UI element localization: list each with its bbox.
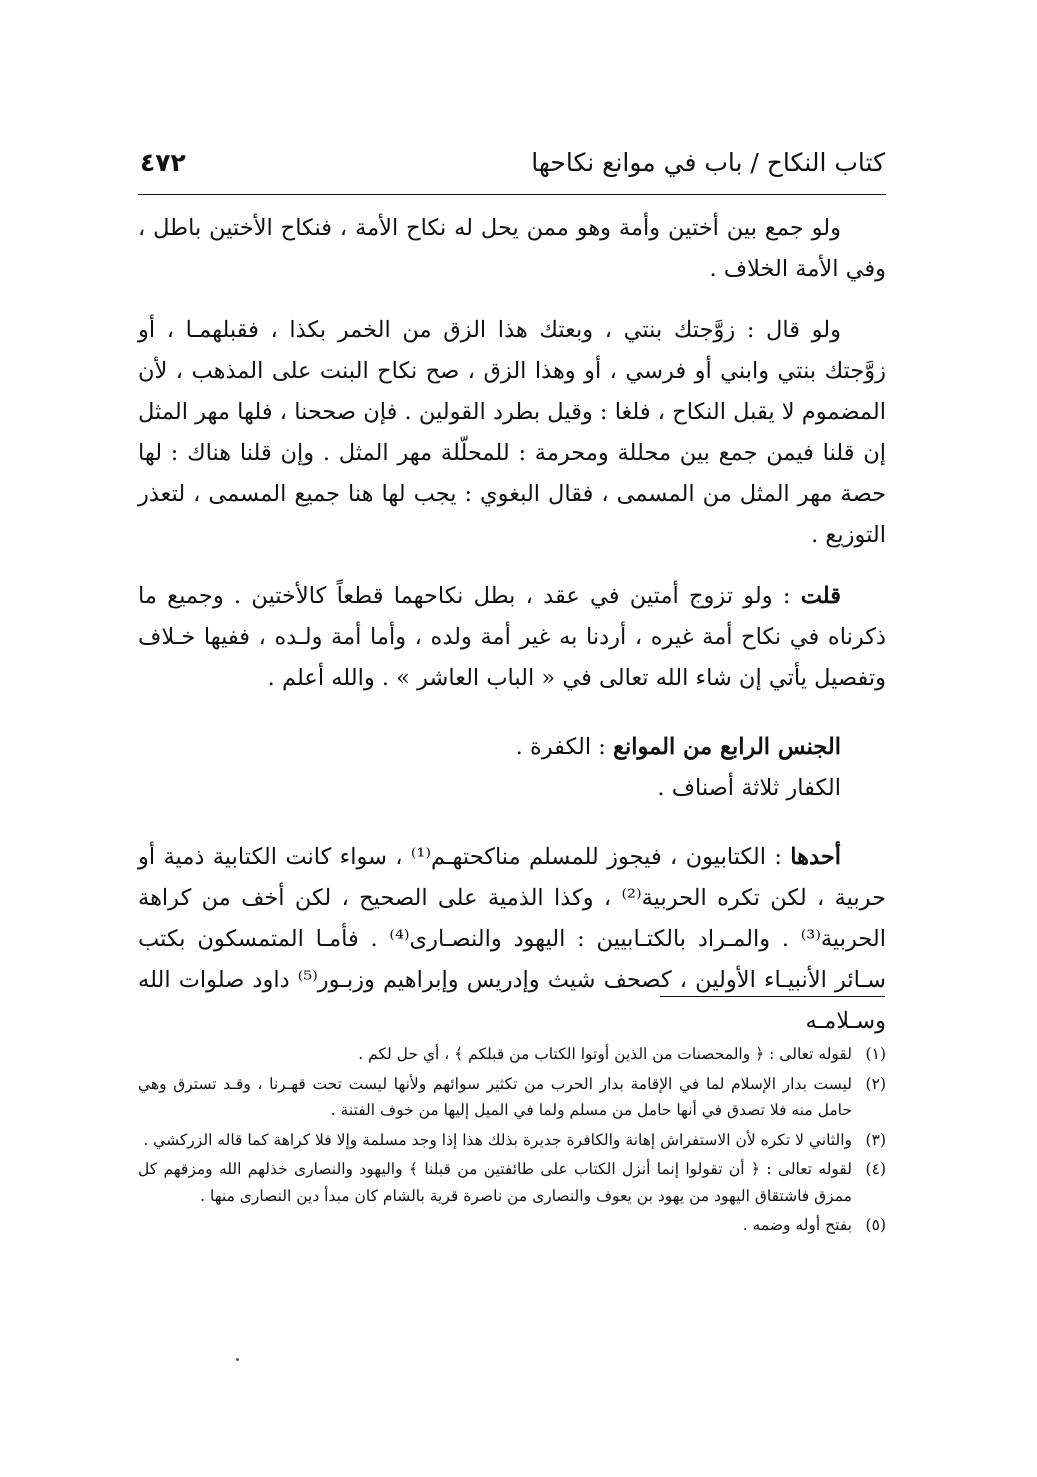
- section-heading: [138, 727, 886, 768]
- paragraph-1: ولو جمع بين أختين وأمة وهو ممن يحل له نكاح الأمة ، فنكاح الأختين باطل ، وفي الأمة الخلاف .: [138, 215, 886, 282]
- running-title: كتاب النكاح / باب في موانع نكاحها: [531, 148, 885, 177]
- page-header: [140, 148, 885, 188]
- footnote-text: لقوله تعالى : ﴿ أن تقولوا إنما أنزل الكتاب على طائفتين من قبلنا ﴾ واليهود والنصارى خذلهم الله ومزقهم كل ممزق فاشتقاق اليهود من يهود بن يعوف والنصارى من ناصرة قرية بالشام كان مبدأ دين النصارى منها .: [138, 1160, 852, 1205]
- footnote-number: (١): [865, 1045, 886, 1063]
- footnote: [138, 1212, 886, 1239]
- footnote-text: بفتح أوله وضمه .: [742, 1216, 852, 1234]
- scan-speck: [236, 1358, 239, 1361]
- paragraph-2: ولو قال : زوَّجتك بنتي ، وبعتك هذا الزق من الخمر بكذا ، فقبلهمـا ، أو زوَّجتك بنتي وابني أو فرسي ، أو وهذا الزق ، صح نكاح البنت على المذهب ، لأن المضموم لا يقبل النكاح ، فلغا : وقيل بطرد القولين . فإن صححنا ، فلها مهر المثل إن قلنا فيمن جمع بين محللة ومحرمة : للمحلّلة مهر المثل . وإن قلنا هناك : لها حصة مهر المثل من المسمى ، فقال البغوي : يجب لها هنا جميع المسمى ، لتعذر التوزيع .: [138, 317, 886, 548]
- header-rule: [138, 194, 886, 195]
- footnote-number: (٣): [865, 1130, 886, 1149]
- paragraph-4: [138, 837, 886, 1042]
- footnote: [138, 1156, 886, 1209]
- paragraph-4-lead: أحدها: [790, 844, 841, 870]
- footnote: [138, 1127, 886, 1154]
- footnotes: [138, 1041, 886, 1242]
- footnote-number: (٤): [865, 1160, 886, 1178]
- page-number: ٤٧٢: [140, 148, 186, 177]
- paragraph-3: [138, 576, 886, 699]
- footnote-rule: [660, 996, 885, 997]
- footnote-number: (٢): [865, 1074, 886, 1093]
- footnote-text: لقوله تعالى : ﴿ والمحصنات من الذين أوتوا الكتاب من قبلكم ﴾ ، أي حل لكم .: [358, 1045, 852, 1063]
- section-heading-rest: : الكفرة .: [515, 734, 613, 760]
- paragraph-3-lead: قلت: [800, 583, 841, 609]
- footnote: [138, 1041, 886, 1068]
- footnote: [138, 1071, 886, 1124]
- footnote-number: (٥): [865, 1216, 886, 1234]
- footnote-text: ليست بدار الإسلام لما في الإقامة بدار الحرب من تكثير سوائهم ولأنها ليست تحت قهـرنا ، وقـد تسترق وهي حامل منه فلا تصدق في أنها حامل من مسلم ولما في الميل إليها من خوف الفتنة .: [138, 1074, 852, 1119]
- section-heading-lead: الجنس الرابع من الموانع: [612, 734, 841, 760]
- paragraph-3-text: : ولو تزوج أمتين في عقد ، بطل نكاحهما قطعاً كالأختين . وجميع ما ذكرناه في نكاح أمة غيره ، أردنا به غير أمة ولده ، وأما أمة ولـده ، ففيها خـلاف وتفصيل يأتي إن شاء الله تعالى في « الباب العاشر » . والله أعلم .: [138, 583, 886, 691]
- section-subheading: الكفار ثلاثة أصناف .: [657, 775, 841, 801]
- footnote-text: والثاني لا تكره لأن الاستفراش إهانة والكافرة جديرة بذلك هذا إذا وجد مسلمة وإلا فلا كراهة كما قاله الزركشي .: [143, 1130, 852, 1149]
- main-text: [138, 208, 886, 1042]
- paragraph-4-text: : الكتابيون ، فيجوز للمسلم مناكحتهـم⁽¹⁾ ، سواء كانت الكتابية ذمية أو حربية ، لكن تكره الحربية⁽²⁾ ، وكذا الذمية على الصحيح ، لكن أخف من كراهة الحربية⁽³⁾ . والمـراد بالكتـابيين : اليهود والنصـارى⁽⁴⁾ . فأمـا المتمسكون بكتب سـائر الأنبيـاء الأولين ، كصحف شيث وإدريس وإبراهيم وزبـور⁽⁵⁾ داود صلوات الله وسـلامـه: [138, 844, 887, 1034]
